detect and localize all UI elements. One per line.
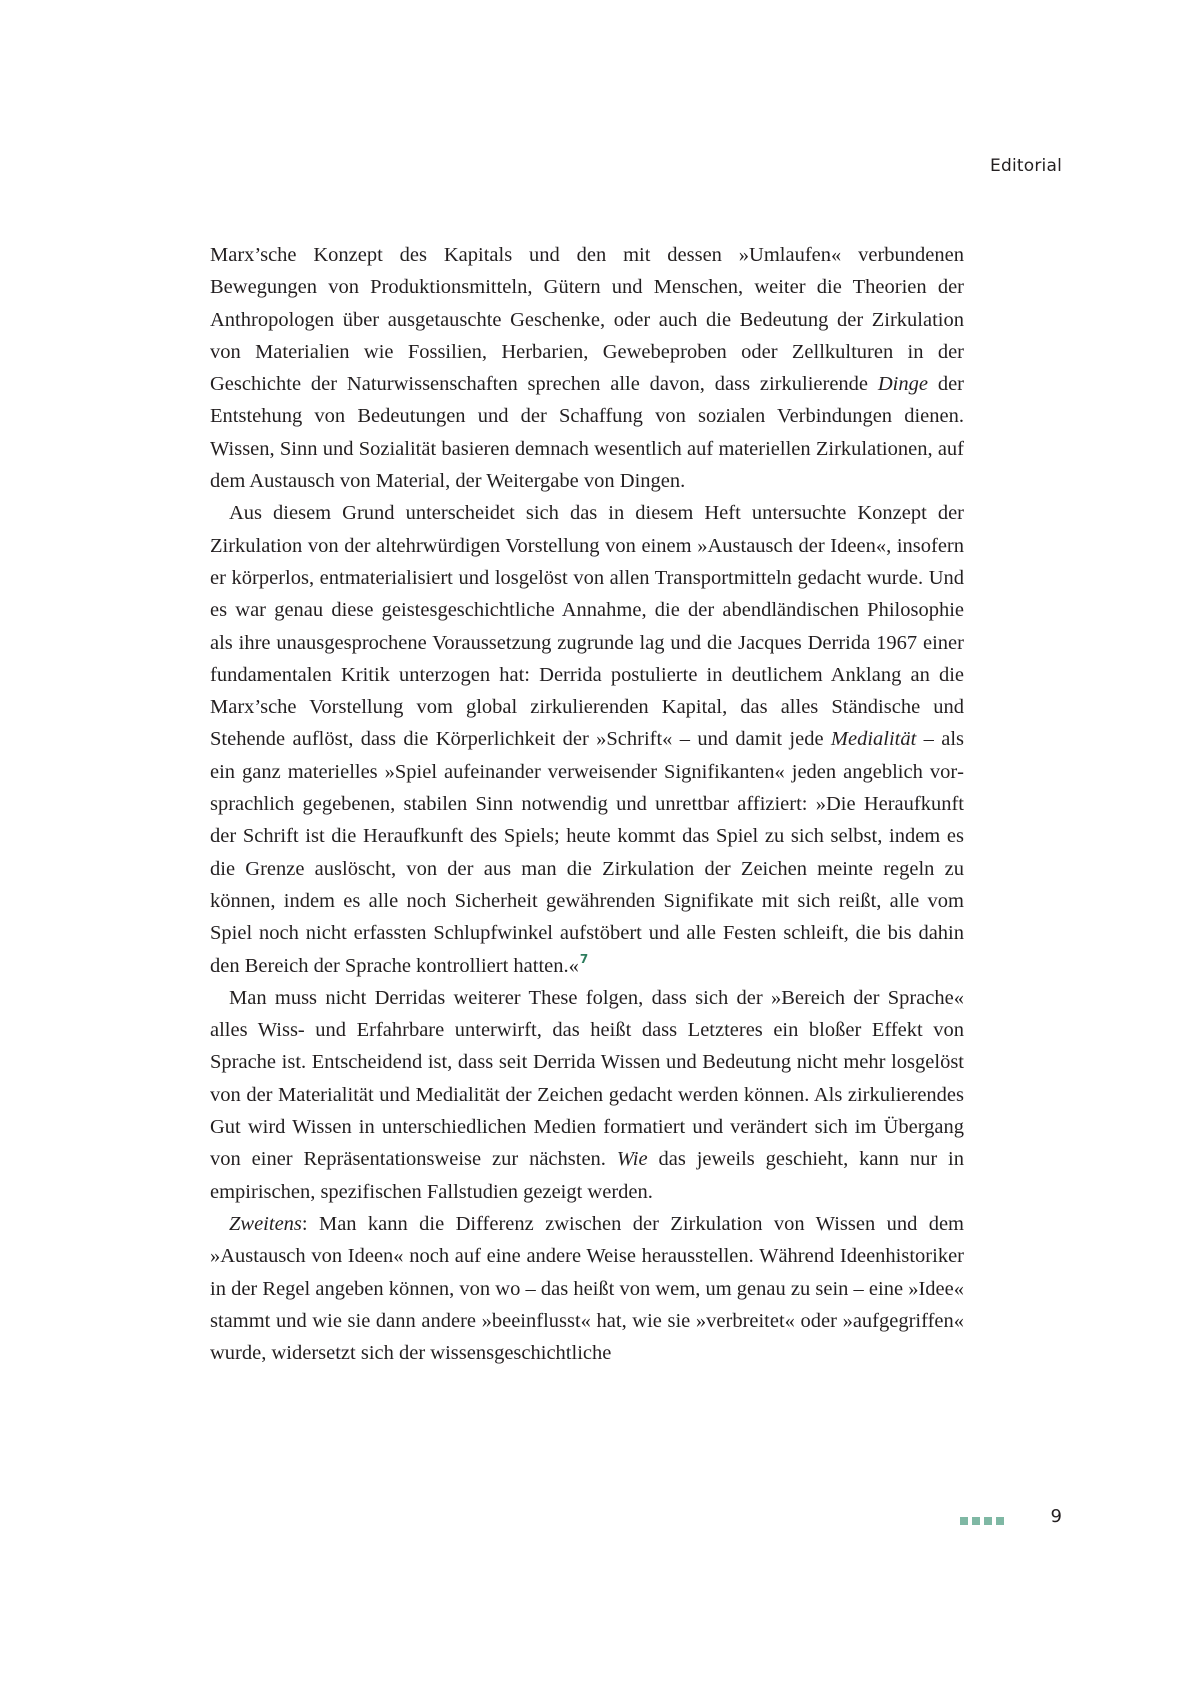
square-ornament-icon [960,1517,1004,1525]
paragraph-2 [210,497,964,981]
paragraph-3-emphasis: Wie [616,1148,648,1171]
paragraph-2-emphasis: Medialität [830,728,917,751]
page-footer-ornament [960,1517,1004,1525]
paragraph-3-text-b: das jeweils geschieht, kann nur in empirischen, spezifischen Fallstudien gezeigt werden. [210,1148,964,1203]
ornament-square [972,1517,980,1525]
paragraph-1-emphasis: Dinge [877,373,928,396]
ornament-square [960,1517,968,1525]
paragraph-3 [210,982,964,1208]
paragraph-3-text-a: Man muss nicht Derridas weiterer These folgen, dass sich der »Bereich der Sprache« alles Wiss- und Erfahrbare unterwirft, das heißt dass Letzteres ein bloßer Effekt von Sprache ist. Entscheidend ist, dass seit Derrida Wissen und Bedeutung nicht mehr losgelöst von der Materialität und Medialität der Zeichen gedacht werden können. Als zirkulierendes Gut wird Wissen in unterschiedlichen Medien formatiert und verändert sich im Übergang von einer Repräsentationsweise zur nächsten. [210,986,964,1171]
paragraph-2-text-b: – als ein ganz materielles »Spiel aufeinander verweisender Signifikanten« jeden angeblich vorsprachlich gegebenen, stabilen Sinn notwendig und unrettbar affiziert: »Die Heraufkunft der Schrift ist die Heraufkunft des Spiels; heute kommt das Spiel zu sich selbst, indem es die Grenze auslöscht, von der aus man die Zirkulation der Zeichen meinte regeln zu können, indem es alle noch Sicherheit gewährenden Signifikate mit sich reißt, alle vom Spiel noch nicht erfassten Schlupfwinkel aufstöbert und alle Festen schleift, die bis dahin den Bereich der Sprache kontrolliert hatten.« [210,728,964,977]
ornament-square [984,1517,992,1525]
paragraph-4-text-a: : Man kann die Differenz zwischen der Zirkulation von Wissen und dem »Austausch von Ideen« noch auf eine andere Weise herausstellen. Während Ideenhistoriker in der Regel angeben können, von wo – das heißt von wem, um genau zu sein – eine »Idee« stammt und wie sie dann andere »beeinflusst« hat, wie sie »verbreitet« oder »aufgegriffen« wurde, widersetzt sich der wissensgeschichtliche [210,1212,964,1365]
paragraph-4-emphasis: Zweitens [229,1212,302,1235]
page-number: 9 [1050,1506,1062,1527]
body-text [210,239,964,1369]
paragraph-1 [210,239,964,497]
paragraph-1-text-b: der Entstehung von Bedeutungen und der Schaffung von sozialen Verbindungen dienen. Wissen, Sinn und Sozialität basieren demnach wesentlich auf materiellen Zirkulationen, auf dem Austausch von Material, der Weitergabe von Dingen. [210,373,965,493]
paragraph-4 [210,1208,964,1369]
paragraph-2-text-a: Aus diesem Grund unterscheidet sich das in diesem Heft untersuchte Konzept der Zirkulation von der altehrwürdigen Vorstellung von einem »Austausch der Ideen«, insofern er körperlos, entmaterialisiert und losgelöst von allen Transportmitteln gedacht wurde. Und es war genau diese geistesgeschichtliche Annahme, die der abendländischen Philosophie als ihre unausgesprochene Voraussetzung zugrunde lag und die Jacques Derrida 1967 einer fundamentalen Kritik unterzogen hat: Derrida postulierte in deutlichem Anklang an die Marx’sche Vorstellung vom global zirkulierenden Kapital, das alles Ständische und Stehende auflöst, dass die Körperlichkeit der »Schrift« – und damit jede [210,502,964,751]
ornament-square [996,1517,1004,1525]
footnote-reference[interactable]: 7 [579,951,589,966]
running-head-title: Editorial [990,156,1062,176]
paragraph-1-text-a: Marx’sche Konzept des Kapitals und den mit dessen »Umlaufen« verbundenen Bewegungen von Produktionsmitteln, Gütern und Menschen, weiter die Theorien der Anthropologen über ausgetauschte Geschenke, oder auch die Bedeutung der Zirkulation von Materialien wie Fossilien, Herbarien, Gewebeproben oder Zellkulturen in der Geschichte der Naturwissenschaften sprechen alle davon, dass zirkulierende [210,244,964,396]
